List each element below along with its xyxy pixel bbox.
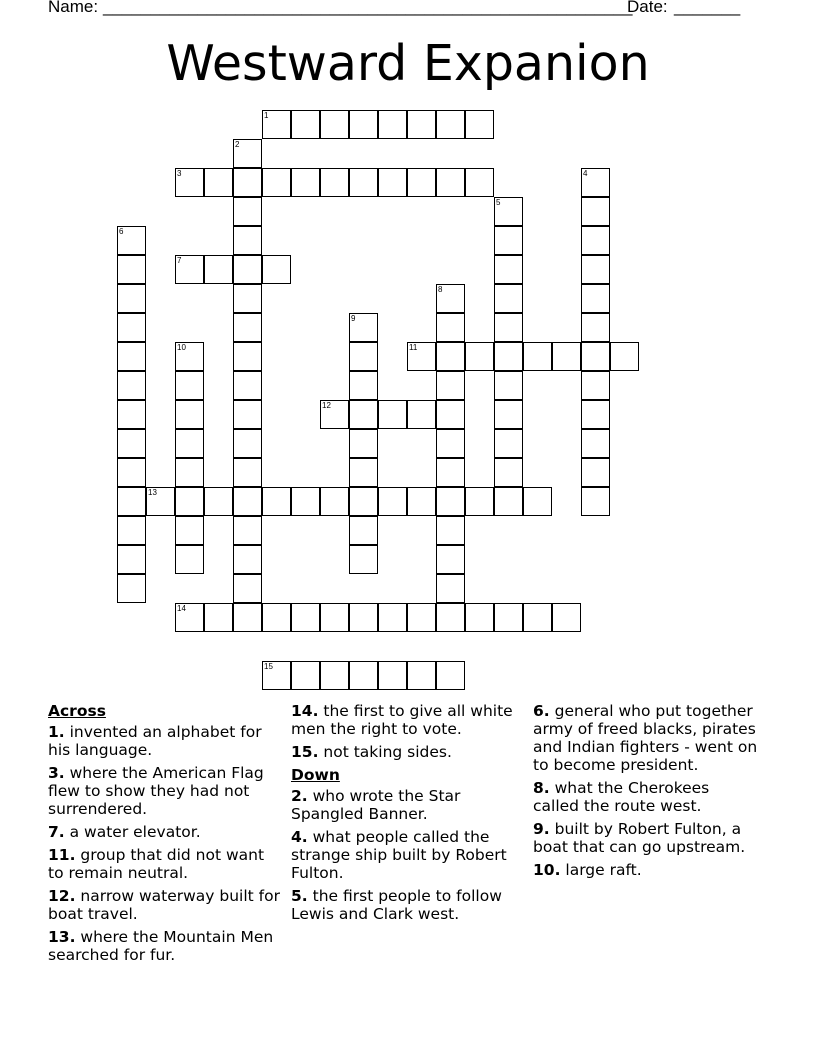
grid-cell[interactable] xyxy=(436,545,465,574)
grid-cell[interactable] xyxy=(494,371,523,400)
grid-cell[interactable] xyxy=(494,197,523,226)
grid-cell[interactable] xyxy=(378,603,407,632)
grid-cell[interactable] xyxy=(204,255,233,284)
grid-cell[interactable] xyxy=(465,110,494,139)
grid-cell[interactable] xyxy=(494,226,523,255)
grid-cell[interactable] xyxy=(407,603,436,632)
grid-cell[interactable] xyxy=(175,371,204,400)
name-blank: ________________________________________________________ xyxy=(103,0,633,16)
grid-cell[interactable] xyxy=(233,516,262,545)
grid-cell[interactable] xyxy=(291,168,320,197)
across-clue-13: 13. where the Mountain Men searched for fur. xyxy=(48,928,274,964)
down-clue-5: 5. the first people to follow Lewis and Clark west. xyxy=(291,887,502,923)
grid-cell[interactable] xyxy=(436,487,465,516)
grid-cell[interactable] xyxy=(320,168,349,197)
grid-cell[interactable] xyxy=(494,400,523,429)
clue-number: 15 xyxy=(264,662,273,671)
grid-cell[interactable] xyxy=(436,371,465,400)
across-clue-3: 3. where the American Flag flew to show they had not surrendered. xyxy=(48,764,264,818)
across-clue-1: 1. invented an alphabet for his language. xyxy=(48,723,262,759)
grid-cell[interactable] xyxy=(581,168,610,197)
grid-cell[interactable] xyxy=(117,545,146,574)
down-clue-6: 6. general who put together army of freed blacks, pirates and Indian fighters - went on to become president. xyxy=(533,702,758,774)
grid-cell[interactable] xyxy=(494,458,523,487)
date-label: Date: xyxy=(627,0,668,16)
grid-cell[interactable] xyxy=(552,342,581,371)
across-clue-11: 11. group that did not want to remain neutral. xyxy=(48,846,265,882)
grid-cell[interactable] xyxy=(233,487,262,516)
grid-cell[interactable] xyxy=(378,487,407,516)
grid-cell[interactable] xyxy=(233,255,262,284)
clue-number: 11 xyxy=(409,343,418,352)
grid-cell[interactable] xyxy=(117,487,146,516)
grid-cell[interactable] xyxy=(349,487,378,516)
grid-cell[interactable] xyxy=(581,371,610,400)
clue-number: 9 xyxy=(351,314,356,323)
grid-cell[interactable] xyxy=(349,661,378,690)
grid-cell[interactable] xyxy=(581,255,610,284)
grid-cell[interactable] xyxy=(262,661,291,690)
grid-cell[interactable] xyxy=(378,168,407,197)
grid-cell[interactable] xyxy=(349,400,378,429)
grid-cell[interactable] xyxy=(117,255,146,284)
grid-cell[interactable] xyxy=(320,110,349,139)
grid-cell[interactable] xyxy=(320,400,349,429)
clues-column-1 xyxy=(48,702,280,969)
grid-cell[interactable] xyxy=(204,168,233,197)
clues-column-3 xyxy=(533,702,759,884)
grid-cell[interactable] xyxy=(349,110,378,139)
grid-cell[interactable] xyxy=(581,313,610,342)
grid-cell[interactable] xyxy=(349,371,378,400)
grid-cell[interactable] xyxy=(233,458,262,487)
grid-cell[interactable] xyxy=(436,458,465,487)
grid-cell[interactable] xyxy=(581,487,610,516)
grid-cell[interactable] xyxy=(117,226,146,255)
across-clue-7: 7. a water elevator. xyxy=(48,823,201,841)
grid-cell[interactable] xyxy=(117,458,146,487)
clues-column-2 xyxy=(291,702,517,928)
grid-cell[interactable] xyxy=(407,400,436,429)
grid-cell[interactable] xyxy=(233,284,262,313)
clue-number: 14 xyxy=(177,604,186,613)
grid-cell[interactable] xyxy=(581,458,610,487)
grid-cell[interactable] xyxy=(262,255,291,284)
grid-cell[interactable] xyxy=(233,342,262,371)
grid-cell[interactable] xyxy=(436,400,465,429)
grid-cell[interactable] xyxy=(146,487,175,516)
grid-cell[interactable] xyxy=(117,574,146,603)
date-blank: _______ xyxy=(674,0,741,16)
grid-cell[interactable] xyxy=(291,110,320,139)
grid-cell[interactable] xyxy=(349,545,378,574)
grid-cell[interactable] xyxy=(581,342,610,371)
grid-cell[interactable] xyxy=(233,400,262,429)
grid-cell[interactable] xyxy=(349,603,378,632)
grid-cell[interactable] xyxy=(262,110,291,139)
grid-cell[interactable] xyxy=(523,487,552,516)
grid-cell[interactable] xyxy=(494,487,523,516)
grid-cell[interactable] xyxy=(465,487,494,516)
down-heading: Down xyxy=(291,766,340,784)
clue-number: 3 xyxy=(177,169,182,178)
name-label: Name: xyxy=(48,0,99,16)
grid-cell[interactable] xyxy=(117,516,146,545)
grid-cell[interactable] xyxy=(175,487,204,516)
grid-cell[interactable] xyxy=(436,661,465,690)
down-clue-10: 10. large raft. xyxy=(533,861,642,879)
grid-cell[interactable] xyxy=(407,487,436,516)
grid-cell[interactable] xyxy=(436,284,465,313)
grid-cell[interactable] xyxy=(494,313,523,342)
grid-cell[interactable] xyxy=(320,661,349,690)
grid-cell[interactable] xyxy=(494,255,523,284)
grid-cell[interactable] xyxy=(436,429,465,458)
grid-cell[interactable] xyxy=(262,603,291,632)
grid-cell[interactable] xyxy=(262,168,291,197)
grid-cell[interactable] xyxy=(465,342,494,371)
grid-cell[interactable] xyxy=(291,661,320,690)
grid-cell[interactable] xyxy=(436,574,465,603)
grid-cell[interactable] xyxy=(233,429,262,458)
grid-cell[interactable] xyxy=(233,603,262,632)
grid-cell[interactable] xyxy=(204,603,233,632)
grid-cell[interactable] xyxy=(581,197,610,226)
across-clue-14: 14. the first to give all white men the right to vote. xyxy=(291,702,513,738)
grid-cell[interactable] xyxy=(233,545,262,574)
grid-cell[interactable] xyxy=(494,429,523,458)
grid-cell[interactable] xyxy=(552,603,581,632)
grid-cell[interactable] xyxy=(523,342,552,371)
grid-cell[interactable] xyxy=(349,313,378,342)
across-heading: Across xyxy=(48,702,106,720)
down-clue-4: 4. what people called the strange ship built by Robert Fulton. xyxy=(291,828,507,882)
clue-number: 1 xyxy=(264,111,269,120)
grid-cell[interactable] xyxy=(262,487,291,516)
grid-cell[interactable] xyxy=(233,574,262,603)
grid-cell[interactable] xyxy=(407,110,436,139)
down-clue-8: 8. what the Cherokees called the route west. xyxy=(533,779,710,815)
down-clue-9: 9. built by Robert Fulton, a boat that can go upstream. xyxy=(533,820,746,856)
down-clue-2: 2. who wrote the Star Spangled Banner. xyxy=(291,787,461,823)
grid-cell[interactable] xyxy=(581,284,610,313)
grid-cell[interactable] xyxy=(175,516,204,545)
grid-cell[interactable] xyxy=(349,429,378,458)
grid-cell[interactable] xyxy=(291,487,320,516)
clue-number: 8 xyxy=(438,285,443,294)
grid-cell[interactable] xyxy=(349,516,378,545)
grid-cell[interactable] xyxy=(407,342,436,371)
grid-cell[interactable] xyxy=(175,545,204,574)
grid-cell[interactable] xyxy=(291,603,320,632)
grid-cell[interactable] xyxy=(175,458,204,487)
grid-cell[interactable] xyxy=(581,429,610,458)
grid-cell[interactable] xyxy=(378,661,407,690)
clue-number: 6 xyxy=(119,227,124,236)
grid-cell[interactable] xyxy=(378,400,407,429)
grid-cell[interactable] xyxy=(349,168,378,197)
clue-number: 4 xyxy=(583,169,588,178)
grid-cell[interactable] xyxy=(436,603,465,632)
clue-number: 2 xyxy=(235,140,240,149)
grid-cell[interactable] xyxy=(233,139,262,168)
grid-cell[interactable] xyxy=(117,342,146,371)
grid-cell[interactable] xyxy=(581,226,610,255)
grid-cell[interactable] xyxy=(117,284,146,313)
grid-cell[interactable] xyxy=(494,342,523,371)
grid-cell[interactable] xyxy=(407,661,436,690)
grid-cell[interactable] xyxy=(436,110,465,139)
grid-cell[interactable] xyxy=(465,168,494,197)
grid-cell[interactable] xyxy=(175,429,204,458)
grid-cell[interactable] xyxy=(233,168,262,197)
across-clue-12: 12. narrow waterway built for boat travel. xyxy=(48,887,280,923)
grid-cell[interactable] xyxy=(610,342,639,371)
grid-cell[interactable] xyxy=(175,168,204,197)
grid-cell[interactable] xyxy=(233,226,262,255)
grid-cell[interactable] xyxy=(175,342,204,371)
grid-cell[interactable] xyxy=(436,168,465,197)
clue-number: 5 xyxy=(496,198,501,207)
grid-cell[interactable] xyxy=(320,603,349,632)
grid-cell[interactable] xyxy=(204,487,233,516)
grid-cell[interactable] xyxy=(233,371,262,400)
grid-cell[interactable] xyxy=(233,313,262,342)
grid-cell[interactable] xyxy=(407,168,436,197)
clue-number: 10 xyxy=(177,343,186,352)
grid-cell[interactable] xyxy=(378,110,407,139)
grid-cell[interactable] xyxy=(581,400,610,429)
clue-number: 12 xyxy=(322,401,331,410)
grid-cell[interactable] xyxy=(349,458,378,487)
clue-number: 7 xyxy=(177,256,182,265)
grid-cell[interactable] xyxy=(117,371,146,400)
grid-cell[interactable] xyxy=(494,284,523,313)
clue-number: 13 xyxy=(148,488,157,497)
grid-cell[interactable] xyxy=(233,197,262,226)
grid-cell[interactable] xyxy=(117,400,146,429)
grid-cell[interactable] xyxy=(523,603,552,632)
grid-cell[interactable] xyxy=(175,255,204,284)
grid-cell[interactable] xyxy=(465,603,494,632)
page-title: Westward Expanion xyxy=(166,35,650,92)
grid-cell[interactable] xyxy=(349,342,378,371)
grid-cell[interactable] xyxy=(320,487,349,516)
grid-cell[interactable] xyxy=(436,342,465,371)
grid-cell[interactable] xyxy=(175,603,204,632)
grid-cell[interactable] xyxy=(436,313,465,342)
grid-cell[interactable] xyxy=(436,516,465,545)
grid-cell[interactable] xyxy=(494,603,523,632)
grid-cell[interactable] xyxy=(117,313,146,342)
grid-cell[interactable] xyxy=(117,429,146,458)
grid-cell[interactable] xyxy=(175,400,204,429)
across-clue-15: 15. not taking sides. xyxy=(291,743,452,761)
